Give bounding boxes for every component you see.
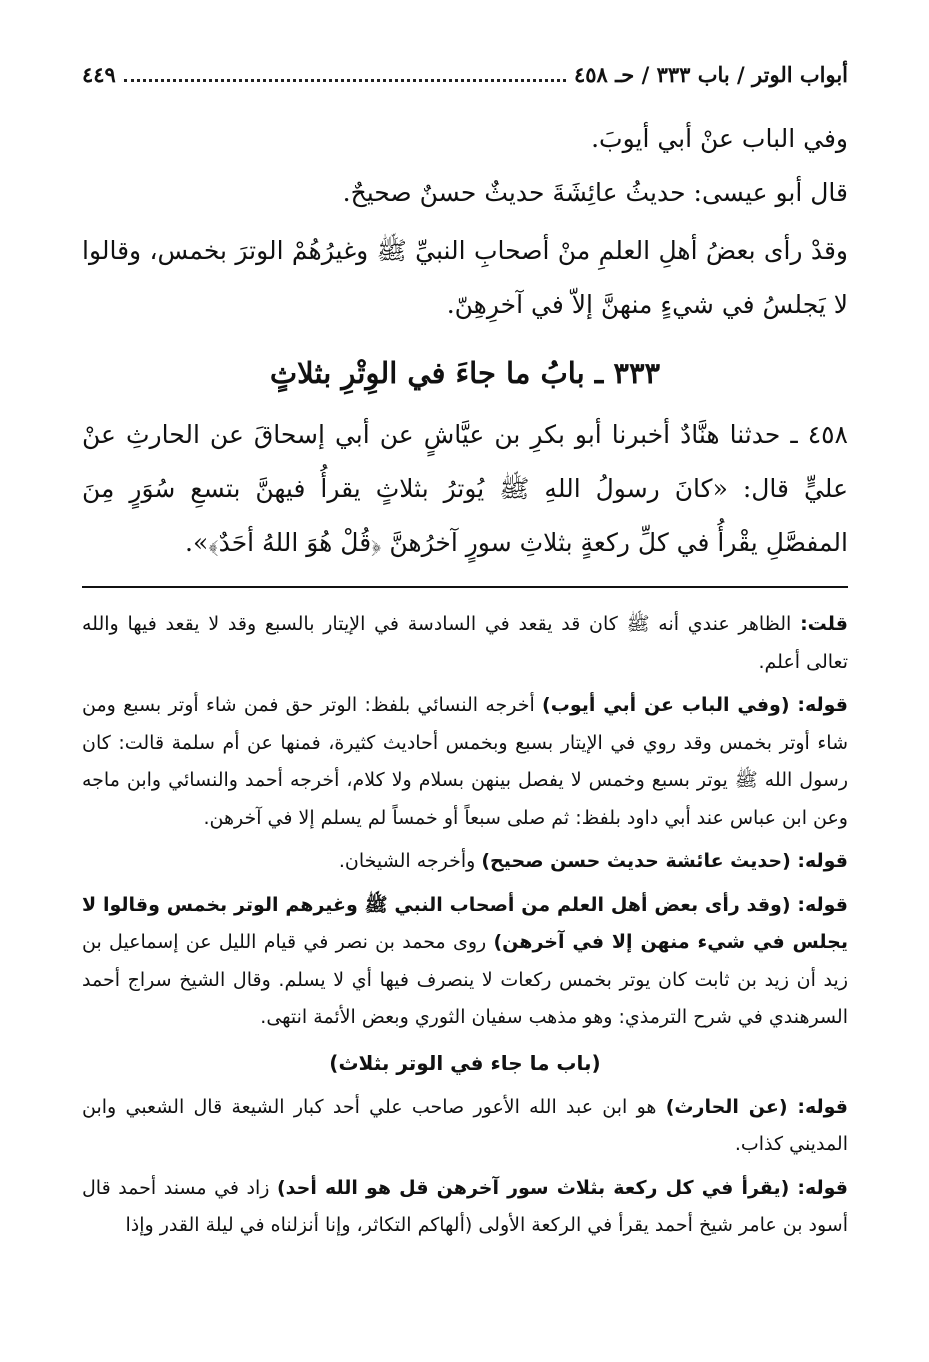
page-number: ٤٤٩ (82, 62, 116, 87)
note-body: هو ابن عبد الله الأعور صاحب علي أحد كبار الشيعة قال الشعبي وابن المديني كذاب. (82, 1095, 848, 1155)
commentary-note-5 (82, 1089, 848, 1164)
main-paragraph-2: قال أبو عيسى: حديثُ عائِشَةَ حديثٌ حسنٌ صحيحٌ. (342, 178, 848, 207)
commentary-subheading: (باب ما جاء في الوتر بثلاث) (329, 1050, 601, 1075)
note-body: أخرجه النسائي بلفظ: الوتر حق فمن شاء أوتر بسبع ومن شاء أوتر بخمس وقد روي في الإيتار بسبع وبخمس أحاديث كثيرة، فمنها عن أم سلمة قالت: كان رسول الله ﷺ يوتر بسبع وخمس لا يفصل بينهن بسلام ولا كلام، أخرجه أحمد والنسائي وابن ماجه وعن ابن عباس عند أبي داود بلفظ: ثم صلى سبعاً أو خمساً لم يسلم إلا في آخرهن. (82, 694, 848, 829)
chapter-heading: ٣٣٣ ـ بابُ ما جاءَ في الوِتْرِ بثلاثٍ (269, 356, 661, 390)
commentary-note-1 (82, 606, 848, 681)
commentary-note-2 (82, 687, 848, 837)
note-lead: قلت: (800, 613, 848, 635)
running-header (82, 62, 848, 102)
note-lead: قوله: (وفي الباب عن أبي أيوب) (542, 694, 848, 716)
note-lead: قوله: (وقد رأى بعض أهل العلم من أصحاب النبي ﷺ وغيرهم الوتر بخمس وقالوا لا يجلس في شيء منهن إلا في آخرهن) (82, 893, 848, 953)
header-title: أبواب الوتر / باب ٣٣٣ / حـ ٤٥٨ (573, 62, 848, 87)
commentary-note-3 (82, 843, 848, 881)
note-body: روى محمد بن نصر في قيام الليل عن إسماعيل بن زيد أن زيد بن ثابت كان يوتر بخمس ركعات لا ينصرف فيها أي لا يسلم. وقال الشيخ سراج أحمد السرهندي في شرح الترمذي: وهو مذهب سفيان الثوري وبعض الأئمة انتهى. (82, 931, 848, 1028)
note-lead: قوله: (عن الحارث) (665, 1095, 848, 1118)
note-body: وأخرجه الشيخان. (338, 850, 482, 872)
book-page (82, 62, 848, 1251)
commentary-note-6 (82, 1170, 848, 1245)
hadith-text: ٤٥٨ ـ حدثنا هنَّادٌ أخبرنا أبو بكرِ بن عيَّاشٍ عن أبي إسحاقَ عن الحارثِ عنْ عليٍّ قال: «كانَ رسولُ اللهِ ﷺ يُوترُ بثلاثٍ يقرأُ فيهنَّ بتسعِ سُوَرٍ مِنَ المفصَّلِ يقْرأُ في كلِّ ركعةٍ بثلاثِ سورٍ آخرُهنَّ ﴿قُلْ هُوَ اللهُ أحَدٌ﴾». (82, 420, 848, 557)
header-dot-leader (124, 65, 566, 82)
footnote-separator (82, 586, 848, 588)
main-paragraph-3: وقدْ رأى بعضُ أهلِ العلمِ منْ أصحابِ النبيِّ ﷺ وغيرُهُمْ الوترَ بخمس، وقالوا لا يَجلسُ في شيءٍ منهنَّ إلاّ في آخرِهِنّ. (82, 236, 848, 319)
main-paragraph-1: وفي الباب عنْ أبي أيوبَ. (591, 124, 848, 153)
note-body: زاد في مسند أحمد قال أسود بن عامر شيخ أحمد يقرأ في الركعة الأولى (ألهاكم التكاثر، وإنا أنزلناه في ليلة القدر وإذا (82, 1176, 848, 1236)
note-lead: قوله: (حديث عائشة حديث حسن صحيح) (481, 850, 848, 872)
commentary-note-4 (82, 887, 848, 1037)
note-body: الظاهر عندي أنه ﷺ كان قد يقعد في السادسة في الإيتار بالسبع وقد لا يقعد فيها والله تعالى أعلم. (82, 613, 848, 673)
note-lead: قوله: (يقرأ في كل ركعة بثلاث سور آخرهن قل هو الله أحد) (276, 1176, 848, 1199)
